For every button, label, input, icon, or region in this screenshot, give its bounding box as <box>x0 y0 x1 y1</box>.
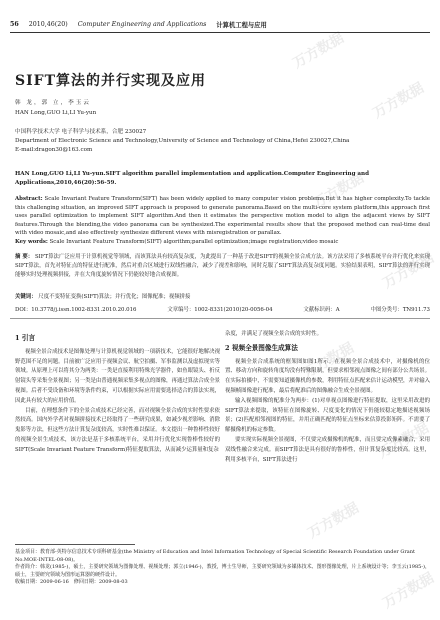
body-paragraph: 目前，在理想条件下的全景合成技术已经完善，而对视频全景合成的实时性要求依然较高。国内外学者对视频拼接技术已经取得了一些研究成果，如减少视差影响、消除鬼影等方法，但这些方法计算复杂度较高，实时性难以保证。本文提出一种鲁棒性较好的视频全景生成技术，该方法是基于多核系统平台，采用并行优化实现鲁棒性较好的SIFT(Scale Invariant Feature Transform)特征提取算法，从而减少运算量和复杂 <box>15 407 220 453</box>
doi: DOI：10.3778/j.issn.1002-8331.2010.20.016 <box>15 307 137 313</box>
journal-name-cn: 计算机工程与应用 <box>216 21 267 29</box>
article-number: 文章编号：1002-8331(2010)20-0056-04 <box>167 307 273 313</box>
page-number: 56 <box>10 20 19 28</box>
paper-title: SIFT算法的并行实现及应用 <box>15 73 207 89</box>
footnote-dates: 收稿日期：2009-06-16 修回日期：2009-08-03 <box>15 579 128 586</box>
affiliation <box>15 128 430 155</box>
abstract-label: Abstract: <box>15 196 43 202</box>
citation-en: HAN Long,GUO Li,LI Yu-yun.SIFT algorithm parallel implementation and application.Computer Engineering and Applications,2010,46(20):56-59. <box>15 171 370 186</box>
document-code: 文献标识码：A <box>303 307 340 313</box>
footnote-rule <box>15 544 135 545</box>
body-paragraph: 要实现实际视频全景视图，不仅要完成摄像机的配准，而且要完成像素融合，采用双线性融合来完成。而SIFT算法是具有很好的鲁棒性，但计算复杂度比较高。这里，利用多核平台，SIFT算法进行 <box>225 436 430 463</box>
body-paragraph: 视频全景合成技术是图像处理与计算机视觉领域的一项新技术，它能很好地解决视野范围不足的问题。目前被广泛应用于视频会议、航空拍摄、军事监测以及虚拟现实等领域。从原理上可以将其分为两类：一类是直接利用特殊光学器件，如鱼眼镜头、折反射镜头等采集全景视图；另一类是由普通视频采集多视点的图像，再通过算法合成全景视图。后者不受设备和环境等条件约束，可以根据实际应用需要选择适合的算法实现，因此具有较大的应用价值。 <box>15 348 220 404</box>
body-paragraph: 杂度，并满足了视频全景合成的实时性。 <box>225 331 323 337</box>
keywords-cn <box>15 293 430 302</box>
affiliation-en: Department of Electronic Science and Technology,University of Science and Technology of China,Hefei 230027,China <box>15 138 350 144</box>
issue-info: 2010,46(20) <box>28 20 68 28</box>
section-title-algorithm: 2 视频全景图像生成算法 <box>225 343 298 352</box>
cn-keywords-text: 尺度不变特征变换(SIFT)算法；并行优化；图像配准；视频拼接 <box>38 294 191 300</box>
watermark: 万方数据 万方数据 万方数据 万方数据 万方数据 万方数据 万方数据 万方数据 <box>290 29 437 612</box>
footnotes <box>15 549 430 587</box>
header-rule <box>10 32 430 33</box>
keywords-en <box>15 238 430 247</box>
cn-abstract-label: 摘 要： <box>15 254 34 260</box>
abstract-en <box>15 195 430 238</box>
body-paragraph: 视频全景合成系统的框架图如图1所示。在视频全景合成技术中，对摄像机的位置、移动方向和旋转角度均没有特殊限制，但要求相邻视点图像之间有部分公共场景。在实际拍摄中，不需要知道摄像机的参数，利用特征点匹配来估计运动模型，并对输入视频帧图像进行配准，最后将配准后的图像融合生成全景视图。 <box>225 358 430 394</box>
body-column-right <box>225 330 430 465</box>
affiliation-cn: 中国科学技术大学 电子科学与技术系，合肥 230027 <box>15 129 147 135</box>
abstract-cn <box>15 253 430 281</box>
footnote-funding: 基金项目：教育部-英特尔信息技术专项科研基金(the Ministry of Education and Intel Information Technology of Special Scientific Research Foundation under Grant No.MOE-INTEL-08-08)。 <box>15 549 415 563</box>
running-header <box>10 18 430 30</box>
authors-cn: 韩 龙，郭 立，李玉云 <box>15 100 91 106</box>
body-column-left <box>15 330 220 456</box>
abstract-text: Scale Invariant Feature Transform(SIFT) has been widely applied to many computer vision problems.But it has higher complexity.To tackle this challenging situation, an improved SIFT approach is proposed to generate panorama.Based on the multi-core system platform,this approach first uses parallel optimization to implement SIFT algorithm.And then it estimates the perspective motion model to align the adjacent views by SIFT features.Through the blending,the video panorama can be synthesized.The experimental results show that the proposed method can real-time deal with video mosaic,and also effectively synthesize different views with misregistration or parallax. <box>15 196 430 237</box>
article-identifiers <box>15 305 430 313</box>
footnote-authors: 作者简介：韩龙(1985-)，硕士，主要研究领域为图像处理、视频处理；郭立(1946-)，教授，博士生导师，主要研究领域为多媒体技术、图形图像处理，片上系统设计等；李玉云(1985-)，硕士，主要研究领域为图形运算器的硬件设计。 <box>15 564 430 578</box>
body-paragraph: 输入视频图像的配准分为两步：(1)对单视点图像进行特征提取，这里采用改进的SIFT算法来提取，该特征在图像旋转、尺度变化的情况下仍能较稳定地描述视频场景；(2)匹配相邻视图的特征，并用正确匹配的特征点坐标来估算投影矩阵。不需要了解摄像机的标定参数。 <box>225 397 430 434</box>
cn-abstract-text: SIFT算法广泛应用于计算机视觉等领域，而该算法具有较高复杂度，为此提出了一种基于改进SIFT的视频全景合成方法。该方法采用了多核系统平台并行优化来实现SIFT算法，首先对特征点的特征进行配准，然后对重合区域进行双线性融合，减少了视差和影响，同时克服了SIFT算法高复杂度问题。实验结果表明，SIFT算法的并行实现能够实时处理视频拼接，并在大角度旋转情况下仍能较好地合成视图。 <box>15 254 430 279</box>
classification-number: 中图分类号：TN911.73 <box>370 307 430 313</box>
author-email: E-mail:dragon30@163.com <box>15 147 93 153</box>
journal-name-en: Computer Engineering and Applications <box>77 20 207 28</box>
keywords-text: Scale Invariant Feature Transform(SIFT) algorithm;parallel optimization;image registration;video mosaic <box>49 239 339 245</box>
keywords-label: Key words: <box>15 239 48 245</box>
section-title-intro: 1 引言 <box>15 334 36 342</box>
cn-keywords-label: 关键词： <box>15 294 37 300</box>
authors-en: HAN Long,GUO Li,LI Yu-yun <box>15 110 97 116</box>
section-rule <box>10 318 430 319</box>
